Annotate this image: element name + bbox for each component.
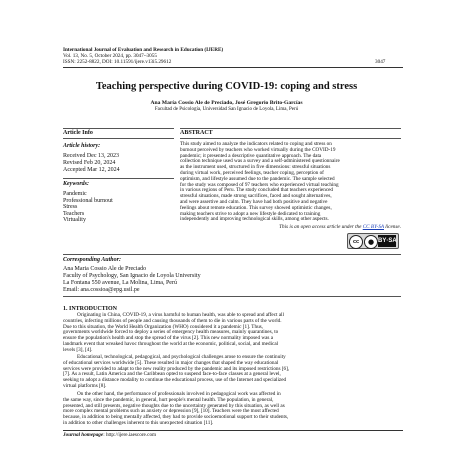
abstract-rule-top [180, 128, 401, 129]
accepted-date: Accepted Mar 12, 2024 [63, 167, 120, 173]
keyword: Virtuality [63, 217, 86, 224]
abstract-line: in various regions of Peru. The study concluded that teachers experienced [180, 187, 334, 194]
article-info-rule-bottom [63, 138, 174, 139]
corresponding-email: Email: ana.cossioa@epg.usil.pe [63, 287, 140, 293]
received-date: Received Dec 13, 2023 [63, 153, 119, 159]
keyword: Professional burnout [63, 197, 113, 204]
corresponding-name: Ana Maria Cossio Ale de Preciado [63, 266, 147, 272]
creative-commons-icon: cc [349, 235, 363, 249]
intro-line: ensure the population's health and stop the spread of the virus [2]. This new normality imposed was a [63, 335, 274, 342]
footer-rule [63, 430, 403, 431]
abstract-line: stressful situations, made strong sacrifices, faced and sought alternatives, [180, 193, 332, 200]
intro-line: because, in addition to being mentally affected, they had to provide socioemotional support to their students, [63, 414, 289, 421]
intro-line: of educational services worldwide [5]. These resulted in major changes that shaped the way educational [63, 359, 279, 366]
intro-line: in addition to other challenges inherent to this unexpected situation [11]. [63, 419, 214, 426]
abstract-line: making teachers strive to adopt a new lifestyle dedicated to training [180, 210, 321, 217]
intro-line: presented, and still presents, negative thoughts due to the uncertainty generated by this situation, as well as [63, 402, 285, 409]
corresponding-rule [63, 296, 401, 297]
history-heading: Article history: [63, 143, 101, 149]
intro-line: governments worldwide forced to deploy a series of emergency health measures, mainly quarantines, to [63, 329, 279, 336]
intro-paragraph-1 [63, 313, 401, 354]
abstract-line: burnout perceived by teachers who worked virtually during the COVID-19 [180, 146, 336, 153]
intro-line: [7]. As a result, Latin America and the Caribbean opted to suspend face-to-face classes at a general level, [63, 371, 281, 378]
abstract-line: independently and improving technological skills, among other aspects. [180, 216, 329, 223]
abstract-body [180, 142, 401, 223]
abstract-line: This study aimed to analyze the indicators related to coping and stress on [180, 141, 332, 147]
keyword: Stress [63, 204, 78, 211]
license-link[interactable]: CC BY-SA [362, 224, 384, 230]
abstract-line: pandemic; it presented a descriptive quantitative approach. The data [180, 152, 322, 159]
keyword: Teachers [63, 210, 85, 217]
article-title: Teaching perspective during COVID-19: coping and stress [95, 81, 358, 92]
license-statement [279, 225, 401, 231]
license-prefix: This is an open access article under the [279, 224, 363, 230]
abstract-rule-bottom [180, 138, 401, 139]
revised-date: Revised Feb 20, 2024 [63, 160, 116, 166]
abstract-heading: ABSTRACT [180, 130, 213, 136]
journal-footer [63, 433, 156, 439]
intro-line: Due to this situation, the World Health Organization (WHO) considered it a pandemic [1]. Thus, [63, 323, 263, 330]
footer-url[interactable]: : http://ijere.iaescore.com [103, 432, 157, 438]
keywords-rule [63, 178, 174, 179]
intro-line: Originating in China, COVID-19, a virus harmful to human health, was able to spread and affect all [77, 312, 284, 318]
header-rule [63, 67, 403, 68]
abstract-line: optimism, and lifestyle assumed due to the pandemic. The sample selected [180, 175, 335, 182]
corresponding-heading: Corresponding Author: [63, 257, 121, 263]
keyword: Pandemic [63, 191, 87, 197]
article-info-heading: Article Info [63, 130, 93, 136]
intro-line: the same way, since the pandemic, in general, hurt people's mental health. The population, in general, [63, 396, 274, 403]
intro-line: landmark event that wreaked havoc throughout the world at the economic, political, social, and medical [63, 340, 279, 347]
article-authors: Ana María Cossio Ale de Preciado, José Gregorio Brito-Garcías [150, 100, 303, 106]
intro-paragraph-2 [63, 355, 401, 390]
journal-issn: ISSN: 2252-8822, DOI: 10.11591/ijere.v13i5.29612 [63, 59, 172, 65]
abstract-line: collection technique used was a survey and a self-administered questionnaire [180, 158, 340, 165]
intro-line: On the other hand, the performance of professionals involved in pedagogical work was affected in [77, 391, 281, 397]
journal-volume: Vol. 13, No. 5, October 2024, pp. 3047~3055 [63, 53, 157, 59]
intro-line: levels [3], [4]. [63, 346, 93, 353]
abstract-line: feelings about remote education. This survey showed optimistic changes, [180, 204, 332, 211]
corresponding-address: La Fontana 550 avenue, La Molina, Lima, Perú [63, 280, 177, 286]
license-suffix: license. [384, 224, 401, 230]
intro-line: countries, infecting millions of people and causing thousands of them to die in various parts of the world. [63, 317, 282, 324]
attribution-icon: ● [364, 235, 378, 249]
info-bottom-rule [63, 254, 401, 255]
abstract-line: as the instrument used, structured in five dimensions: stressful situations [180, 164, 331, 171]
keywords-list [63, 191, 113, 224]
intro-line: seeking to adopt a distance modality to continue the educational process, use of the Internet and specialized [63, 377, 287, 384]
abstract-line: during virtual work, perceived feelings, teacher coping, perception of [180, 169, 324, 176]
abstract-line: and were assertive and calm. They have had both positive and negative [180, 198, 328, 205]
corresponding-faculty: Faculty of Psychology, San Ignacio de Loyola University [63, 273, 201, 279]
keywords-heading: Keywords: [63, 181, 89, 187]
cc-by-sa-badge[interactable] [347, 233, 399, 249]
introduction-heading: 1. INTRODUCTION [63, 306, 118, 312]
intro-paragraph-3 [63, 392, 401, 427]
abstract-line: for the study was composed of 97 teachers who experienced virtual teaching [180, 181, 339, 188]
article-affiliation: Facultad de Psicología, Universidad San Ignacio de Loyola, Lima, Perú [154, 107, 299, 112]
journal-name: International Journal of Evaluation and Research in Education (IJERE) [63, 47, 224, 53]
article-info-rule-top [63, 128, 174, 129]
intro-line: services were provided to adapt to the new reality produced by the pandemic and its imposed restrictions [6], [63, 365, 290, 372]
footer-label: Journal homepage [63, 432, 104, 438]
by-sa-label: BY·SA [378, 235, 396, 247]
intro-line: virtual platforms [8]. [63, 382, 107, 389]
page-number: 3047 [375, 59, 386, 65]
intro-line: Educational, technological, pedagogical, and psychological challenges arose to ensure the continuity [77, 354, 286, 360]
intro-line: more complex mental problems such as anxiety or depression [9], [10]. Teachers were the most affected [63, 408, 279, 415]
